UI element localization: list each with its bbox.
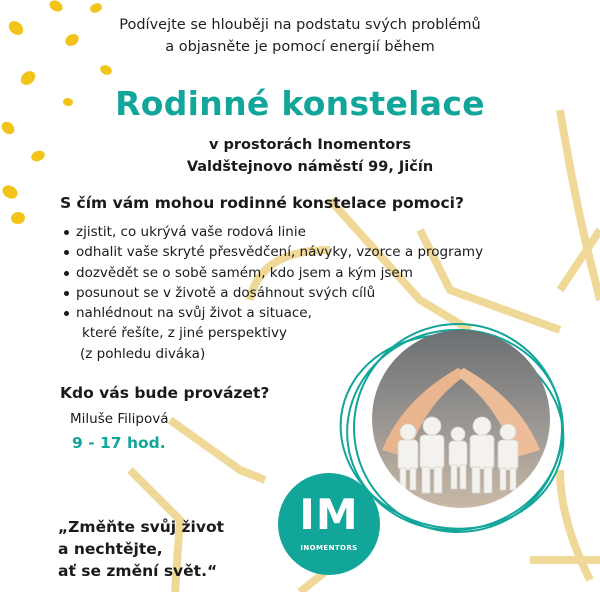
venue-line: v prostorách Inomentors [208, 137, 412, 153]
list-item: posunout se v životě a dosáhnout svých cílů [62, 283, 532, 303]
guide-heading: Kdo vás bude provázet? [60, 384, 270, 402]
list-item-continuation: které řešíte, z jiné perspektivy [82, 325, 287, 342]
venue-address: Valdštejnovo náměstí 99, Jičín [186, 159, 434, 175]
list-item-continuation: (z pohledu diváka) [80, 345, 206, 362]
intro-line: a objasněte je pomocí energií během [165, 39, 435, 55]
inomentors-logo [278, 473, 380, 575]
event-hours: 9 - 17 hod. [72, 434, 166, 452]
paper-people-image [372, 330, 550, 508]
quote-line: a nechtějte, [58, 540, 163, 558]
hands-photo [372, 330, 550, 508]
list-item: dozvědět se o sobě samém, kdo jsem a kým jsem [62, 263, 532, 283]
quote-line: „Změňte svůj život [58, 518, 225, 536]
venue-info [160, 134, 460, 178]
intro-line: Podívejte se hlouběji na podstatu svých problémů [119, 17, 481, 33]
closing-quote [58, 516, 224, 582]
list-item: nahlédnout na svůj život a situace, [62, 303, 532, 323]
page-title: Rodinné konstelace [115, 84, 485, 123]
intro-text [60, 14, 540, 58]
logo-mark: IM [299, 490, 359, 539]
logo-name: INOMENTORS [300, 544, 358, 552]
benefits-heading: S čím vám mohou rodinné konstelace pomoci? [60, 194, 464, 212]
guide-name: Miluše Filipová [70, 411, 169, 427]
list-item: odhalit vaše skryté přesvědčení, návyky, vzorce a programy [62, 242, 532, 262]
quote-line: ať se změní svět.“ [58, 562, 218, 580]
list-item: zjistit, co ukrývá vaše rodová linie [62, 222, 532, 242]
